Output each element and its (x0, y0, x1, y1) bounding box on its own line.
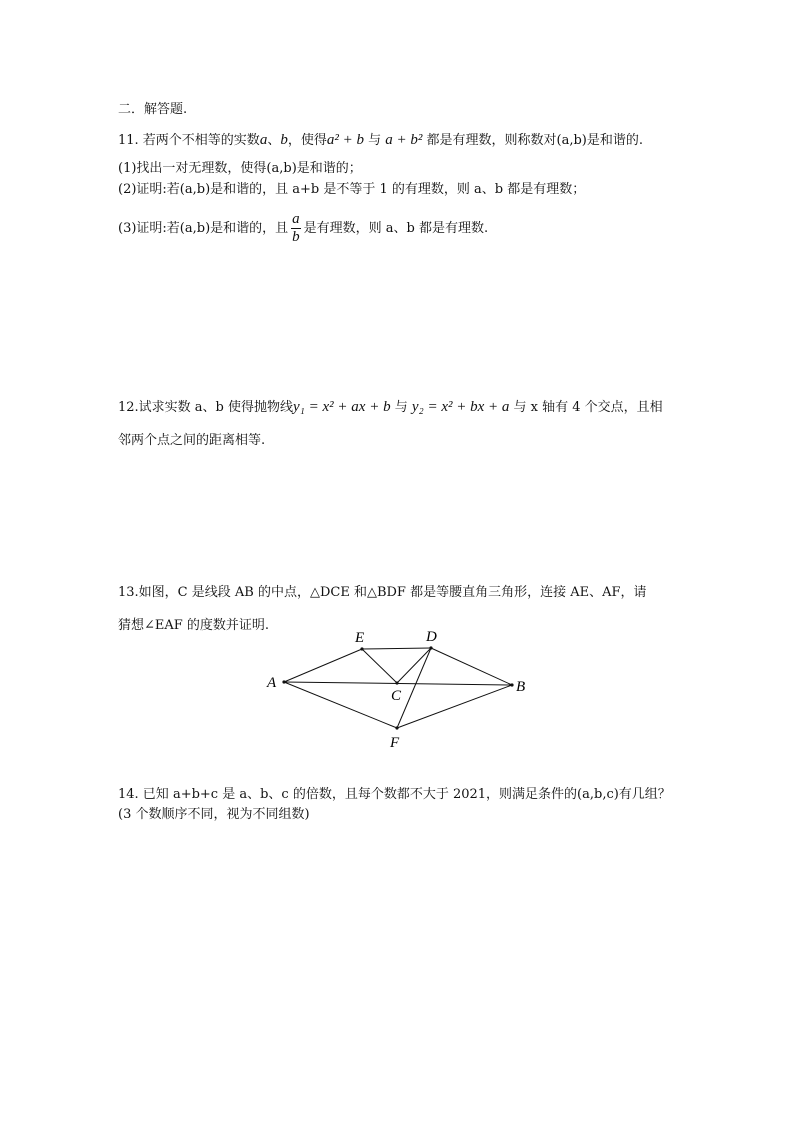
q11-var-b: b (280, 132, 288, 148)
label-D: D (426, 629, 437, 645)
geometry-figure (258, 624, 538, 754)
segment-DC (397, 648, 431, 683)
point-A (282, 680, 285, 683)
segment-FB (397, 685, 512, 728)
q12-mid: 与 (390, 400, 412, 415)
q14-line1: 14. 已知 a+b+c 是 a、b、c 的倍数，且每个数都不大于 2021，则满足条件的(a,b,c)有几组？ (118, 787, 671, 802)
q13-line1: 13.如图，C 是线段 AB 的中点，△DCE 和△BDF 都是等腰直角三角形，连接 AE、AF，请 (118, 585, 647, 600)
q11-stem (118, 130, 643, 151)
segment-DB (431, 648, 512, 685)
segment-ED (362, 648, 431, 649)
label-B: B (516, 679, 526, 695)
q11-part3-post: 是有理数，则 a、b 都是有理数. (303, 221, 489, 236)
point-B (510, 683, 513, 686)
q11-var-a: a (259, 132, 268, 148)
q11-part3 (118, 211, 488, 246)
q12-line2: 邻两个点之间的距离相等. (118, 433, 266, 448)
q11-stem-post: 都是有理数，则称数对(a,b)是和谐的. (422, 133, 643, 148)
q11-fraction (291, 211, 301, 246)
q13-line2: 猜想∠EAF 的度数并证明. (118, 618, 270, 633)
segment-DF (397, 648, 431, 728)
q11-sep: 、 (267, 133, 281, 148)
q11-frac-num: a (292, 211, 300, 227)
label-E: E (355, 630, 365, 646)
q11-expr1: a² + b (326, 132, 364, 148)
q12-pre: 12.试求实数 a、b 使得抛物线 (118, 400, 294, 415)
q11-conj: 与 (363, 133, 386, 148)
q11-part3-pre: (3)证明:若(a,b)是和谐的，且 (118, 221, 289, 236)
point-D (429, 646, 432, 649)
q11-part2: (2)证明:若(a,b)是和谐的，且 a+b 是不等于 1 的有理数，则 a、b 都是有理数； (118, 182, 586, 197)
point-F (395, 726, 398, 729)
section-heading: 二．解答题. (118, 102, 188, 117)
label-F: F (390, 735, 400, 751)
q11-expr2: a + b² (385, 132, 423, 148)
q11-frac-den: b (292, 229, 300, 245)
q12-post: 与 x 轴有 4 个交点，且相 (509, 400, 663, 415)
point-E (360, 647, 363, 650)
q12-eq2: y₂ = x² + bx + a (411, 399, 510, 415)
q11-stem-pre: 11. 若两个不相等的实数 (118, 133, 260, 148)
segment-AF (284, 682, 397, 728)
label-A: A (267, 675, 277, 691)
segment-AE (284, 649, 362, 682)
segment-EC (362, 649, 397, 683)
q12-line1 (118, 397, 663, 418)
q12-eq1: y₁ = x² + ax + b (293, 399, 391, 415)
q11-part1: (1)找出一对无理数，使得(a,b)是和谐的； (118, 161, 362, 176)
label-C: C (391, 688, 402, 704)
q11-stem-mid: ，使得 (287, 133, 327, 148)
point-C (395, 681, 398, 684)
q14-line2: (3 个数顺序不同，视为不同组数) (118, 807, 310, 822)
